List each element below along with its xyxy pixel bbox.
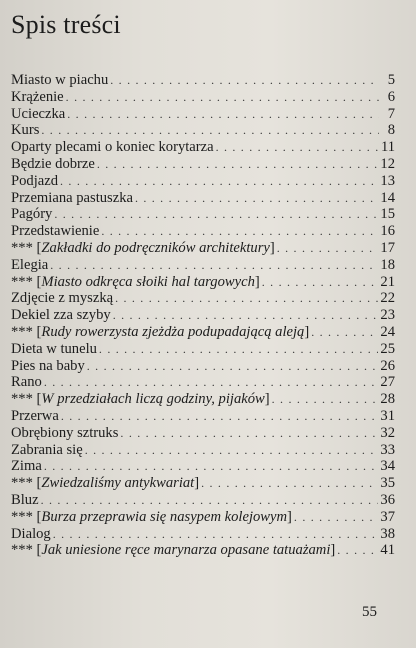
- toc-entry: [11, 190, 395, 207]
- toc-entry-page: 26: [380, 357, 395, 374]
- toc-entry-page: 13: [380, 172, 395, 189]
- toc-entry: [11, 526, 395, 543]
- dot-leader: [120, 425, 378, 442]
- toc-entry: [11, 341, 395, 358]
- page-title: Spis treści: [11, 10, 121, 39]
- toc-entry-page: 23: [380, 307, 395, 324]
- toc-entry: [11, 139, 395, 156]
- toc-entry-page: 12: [380, 155, 395, 172]
- dot-leader: [277, 240, 379, 257]
- dot-leader: [113, 307, 379, 324]
- dot-leader: [294, 509, 378, 526]
- toc-entry: [11, 89, 395, 106]
- toc-entry-page: 38: [380, 525, 395, 542]
- dot-leader: [44, 374, 379, 391]
- toc-entry-page: 27: [380, 374, 395, 391]
- toc-entry: [11, 324, 395, 341]
- toc-entry-page: 24: [380, 323, 395, 340]
- toc-entry: [11, 374, 395, 391]
- dot-leader: [66, 89, 379, 106]
- toc-entry-title: Miasto w piachu: [11, 72, 109, 88]
- toc-entry-page: 18: [380, 256, 395, 273]
- toc-entry-title: Zima: [11, 458, 42, 475]
- toc-entry-page: 37: [380, 508, 395, 525]
- toc-entry-page: 16: [380, 223, 395, 240]
- toc-entry-title: Ucieczka: [11, 105, 66, 122]
- toc-entry-title: Kurs: [11, 122, 40, 139]
- toc-entry: [11, 475, 395, 492]
- toc-entry-page: 11: [380, 139, 395, 156]
- toc-entry-page: 31: [380, 407, 395, 424]
- toc-entry-title: *** [Rudy rowerzysta zjeżdża podupadającą aleją]: [11, 323, 310, 340]
- toc-entry: [11, 458, 395, 475]
- toc-entry-page: 32: [380, 424, 395, 441]
- toc-entry-title: Bluz: [11, 491, 39, 508]
- toc-entry-title: Podjazd: [11, 172, 59, 189]
- toc-entry: [11, 290, 395, 307]
- dot-leader: [60, 173, 378, 190]
- toc-entry-title: *** [Miasto odkręca słoiki hal targowych]: [11, 273, 260, 290]
- toc-entry-title: Przerwa: [11, 407, 59, 424]
- dot-leader: [101, 223, 378, 240]
- dot-leader: [115, 290, 378, 307]
- toc-entry: [11, 106, 395, 123]
- toc-entry-page: 22: [380, 290, 395, 307]
- toc-entry-title: Dekiel zza szyby: [11, 307, 111, 324]
- toc-entry-title: Dieta w tunelu: [11, 340, 97, 357]
- dot-leader: [44, 458, 379, 475]
- toc-entry-title: Pies na baby: [11, 357, 85, 374]
- toc-entry-page: 8: [387, 122, 395, 139]
- toc-entry-title: *** [Burza przeprawia się nasypem kolejowym]: [11, 508, 292, 525]
- toc-entry-title: *** [Zwiedzaliśmy antykwariat]: [11, 475, 200, 492]
- dot-leader: [216, 139, 379, 156]
- toc-entry: [11, 391, 395, 408]
- toc-entry: [11, 206, 395, 223]
- dot-leader: [337, 542, 378, 559]
- toc-entry: [11, 442, 395, 459]
- toc-entry: [11, 223, 395, 240]
- dot-leader: [85, 442, 379, 459]
- dot-leader: [53, 526, 379, 543]
- dot-leader: [87, 358, 379, 375]
- toc-entry-page: 34: [380, 458, 395, 475]
- toc-entry: [11, 274, 395, 291]
- toc-entry-title: Przedstawienie: [11, 223, 100, 240]
- toc-entry-page: 6: [387, 88, 395, 105]
- toc-entry-title: Krążenie: [11, 88, 64, 105]
- toc-entry: [11, 122, 395, 139]
- toc-entry-page: 28: [380, 391, 395, 408]
- dot-leader: [97, 156, 379, 173]
- toc-entry-title: Przemiana pastuszka: [11, 189, 133, 206]
- toc-entry-page: 25: [380, 340, 395, 357]
- toc-entry: [11, 307, 395, 324]
- toc-entry-title: Pagóry: [11, 206, 53, 223]
- toc-entry-title: *** [W przedziałach liczą godziny, pijaków]: [11, 391, 270, 408]
- toc-entry-page: 15: [380, 206, 395, 223]
- toc-entry-title: Dialog: [11, 525, 51, 542]
- dot-leader: [201, 475, 378, 492]
- toc-entry-page: 21: [380, 273, 395, 290]
- toc-entry: [11, 240, 395, 257]
- toc-entry: [11, 542, 395, 559]
- toc-entry: [11, 509, 395, 526]
- dot-leader: [311, 324, 378, 341]
- toc-entry: [11, 257, 395, 274]
- page-number: 55: [362, 604, 377, 620]
- toc-entry-page: 7: [387, 105, 395, 122]
- table-of-contents: [11, 72, 395, 559]
- dot-leader: [41, 492, 379, 509]
- toc-entry-title: Obrębiony sztruks: [11, 424, 119, 441]
- toc-entry-page: 17: [380, 239, 395, 256]
- toc-entry-page: 5: [387, 72, 395, 88]
- toc-entry: [11, 72, 395, 89]
- toc-entry-title: Będzie dobrze: [11, 155, 95, 172]
- dot-leader: [110, 72, 379, 89]
- dot-leader: [50, 257, 378, 274]
- dot-leader: [41, 122, 379, 139]
- toc-entry-title: Oparty plecami o koniec korytarza: [11, 139, 214, 156]
- dot-leader: [67, 106, 379, 123]
- toc-entry-title: Zdjęcie z myszką: [11, 290, 114, 307]
- toc-entry: [11, 173, 395, 190]
- dot-leader: [135, 190, 378, 207]
- toc-entry-page: 14: [380, 189, 395, 206]
- toc-entry-title: Rano: [11, 374, 42, 391]
- dot-leader: [262, 274, 379, 291]
- dot-leader: [272, 391, 379, 408]
- toc-entry-title: Elegia: [11, 256, 49, 273]
- toc-entry-title: Zabrania się: [11, 441, 83, 458]
- dot-leader: [54, 206, 378, 223]
- toc-entry: [11, 358, 395, 375]
- toc-entry: [11, 425, 395, 442]
- dot-leader: [61, 408, 379, 425]
- toc-entry-title: *** [Jak uniesione ręce marynarza opasane tatuażami]: [11, 542, 336, 559]
- toc-entry-page: 41: [380, 542, 395, 559]
- dot-leader: [99, 341, 378, 358]
- toc-entry-title: *** [Zakładki do podręczników architektury]: [11, 239, 275, 256]
- toc-entry: [11, 408, 395, 425]
- toc-entry: [11, 492, 395, 509]
- toc-entry: [11, 156, 395, 173]
- toc-entry-page: 35: [380, 475, 395, 492]
- toc-entry-page: 36: [380, 491, 395, 508]
- toc-entry-page: 33: [380, 441, 395, 458]
